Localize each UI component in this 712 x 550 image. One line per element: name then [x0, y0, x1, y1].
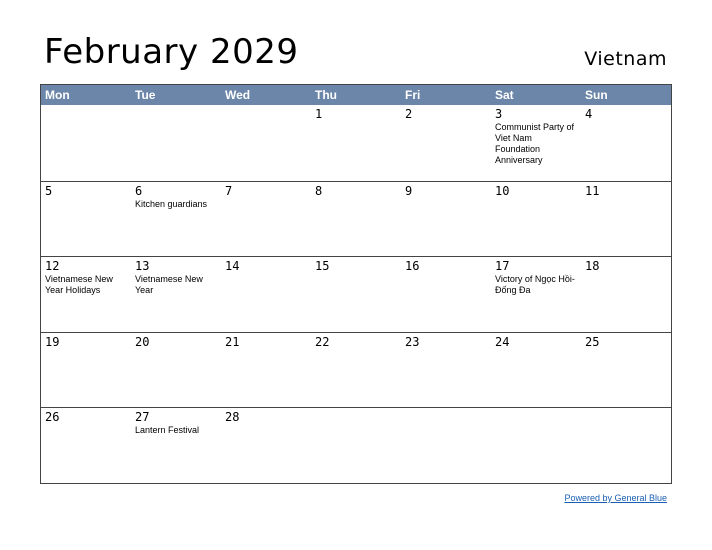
weekday-wed: Wed — [225, 88, 251, 102]
day-number: 9 — [405, 183, 413, 198]
country-label: Vietnam — [584, 48, 667, 70]
day-cell — [131, 408, 221, 483]
day-number: 25 — [585, 334, 600, 349]
weekday-header — [41, 85, 671, 105]
day-cell — [131, 257, 221, 332]
day-number: 22 — [315, 334, 330, 349]
day-number: 12 — [45, 259, 60, 274]
holiday-label: Victory of Ngọc Hồi-Đống Đa — [495, 274, 575, 296]
day-cell — [221, 408, 311, 483]
day-cell — [131, 105, 221, 181]
day-cell — [41, 408, 131, 483]
day-cell — [221, 182, 311, 257]
day-number: 20 — [135, 334, 150, 349]
day-cell — [581, 408, 671, 483]
day-cell — [581, 182, 671, 257]
week-row — [41, 407, 671, 483]
week-row — [41, 181, 671, 257]
day-cell — [491, 182, 581, 257]
day-number: 3 — [495, 107, 503, 121]
calendar-grid — [40, 84, 672, 484]
day-number: 11 — [585, 183, 600, 198]
holiday-label: Vietnamese New Year — [135, 274, 203, 296]
week-row — [41, 105, 671, 181]
day-number: 26 — [45, 410, 60, 425]
holiday-label: Communist Party of Viet Nam Foundation Anniversary — [495, 122, 575, 165]
weekday-sun: Sun — [585, 88, 608, 102]
page-title: February 2029 — [44, 32, 299, 72]
day-cell — [41, 182, 131, 257]
day-cell — [311, 408, 401, 483]
day-number: 23 — [405, 334, 420, 349]
holiday-label: Vietnamese New Year Holidays — [45, 274, 113, 296]
day-number: 17 — [495, 259, 510, 274]
day-cell — [491, 105, 581, 181]
day-cell — [581, 257, 671, 332]
day-number: 15 — [315, 259, 330, 274]
day-cell — [131, 333, 221, 408]
day-cell — [401, 257, 491, 332]
day-cell — [401, 408, 491, 483]
weekday-thu: Thu — [315, 88, 337, 102]
day-number: 16 — [405, 259, 420, 274]
day-number: 2 — [405, 107, 413, 121]
weekday-fri: Fri — [405, 88, 421, 102]
day-number: 13 — [135, 259, 150, 274]
day-cell — [491, 257, 581, 332]
day-cell — [401, 333, 491, 408]
day-cell — [41, 257, 131, 332]
day-number: 5 — [45, 183, 53, 198]
powered-by-link[interactable]: Powered by General Blue — [564, 493, 667, 503]
day-cell — [131, 182, 221, 257]
day-number: 19 — [45, 334, 60, 349]
day-number: 21 — [225, 334, 240, 349]
day-number: 4 — [585, 107, 593, 121]
day-cell — [41, 333, 131, 408]
weekday-tue: Tue — [135, 88, 156, 102]
day-cell — [491, 333, 581, 408]
day-number: 1 — [315, 107, 323, 121]
weeks-container — [41, 105, 671, 483]
day-number: 24 — [495, 334, 510, 349]
day-number: 6 — [135, 183, 143, 198]
holiday-label: Kitchen guardians — [135, 198, 208, 209]
day-number: 7 — [225, 183, 233, 198]
weekday-sat: Sat — [495, 88, 514, 102]
day-cell — [311, 333, 401, 408]
day-cell — [401, 105, 491, 181]
day-number: 10 — [495, 183, 510, 198]
day-cell — [581, 333, 671, 408]
day-number: 14 — [225, 259, 240, 274]
day-cell — [311, 257, 401, 332]
day-cell — [581, 105, 671, 181]
week-row — [41, 332, 671, 408]
day-number: 18 — [585, 259, 600, 274]
day-cell — [221, 105, 311, 181]
day-cell — [401, 182, 491, 257]
day-cell — [221, 333, 311, 408]
day-cell — [311, 105, 401, 181]
day-cell — [41, 105, 131, 181]
week-row — [41, 256, 671, 332]
day-number: 28 — [225, 410, 240, 425]
holiday-label: Lantern Festival — [135, 425, 200, 436]
day-cell — [311, 182, 401, 257]
day-number: 27 — [135, 410, 150, 425]
weekday-mon: Mon — [45, 88, 70, 102]
day-cell — [491, 408, 581, 483]
day-number: 8 — [315, 183, 323, 198]
day-cell — [221, 257, 311, 332]
